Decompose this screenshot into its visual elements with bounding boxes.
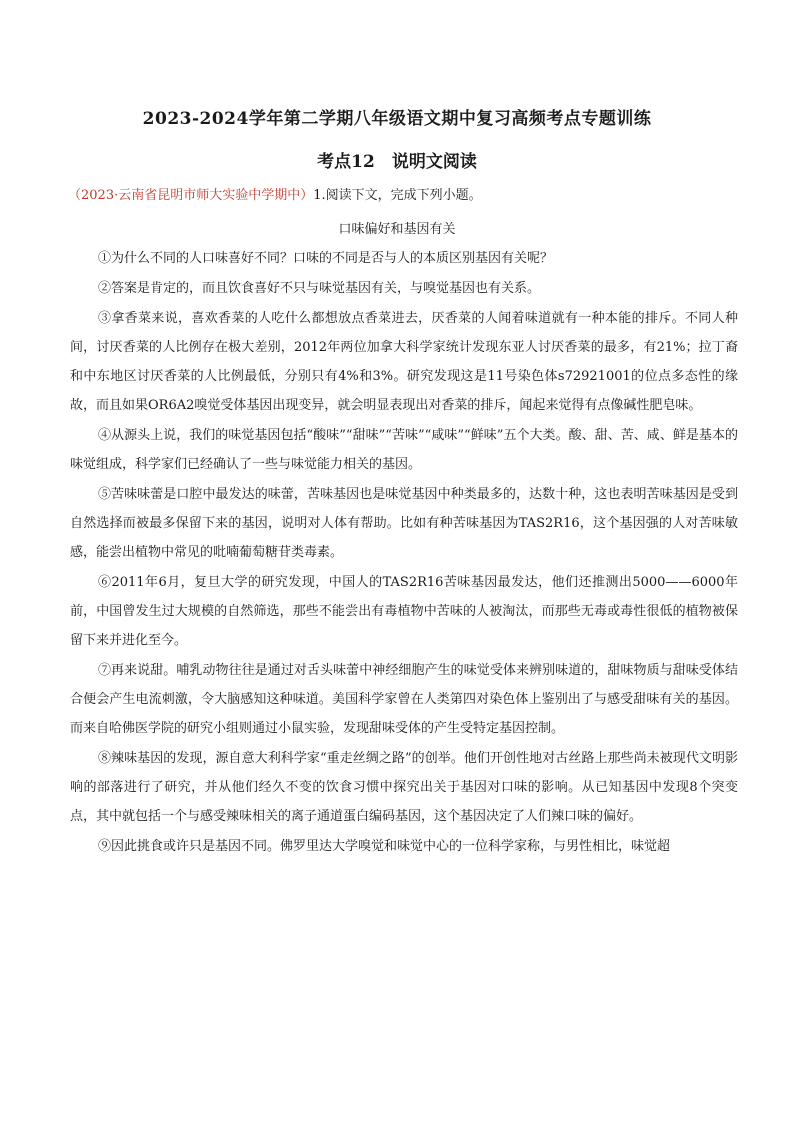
question-line <box>68 186 738 206</box>
paragraph-4: ④从源头上说，我们的味觉基因包括“酸味”“甜味”“苦味”“咸味”“鲜味”五个大类。酸、甜、苦、咸、鲜是基本的味觉组成，科学家们已经确认了一些与味觉能力相关的基因。 <box>70 428 738 472</box>
paragraph-1: ①为什么不同的人口味喜好不同？口味的不同是否与人的本质区别基因有关呢？ <box>98 251 554 266</box>
paragraph-2: ②答案是肯定的，而且饮食喜好不只与味觉基因有关，与嗅觉基因也有关系。 <box>98 281 541 296</box>
question-prompt: 1.阅读下文，完成下列小题。 <box>313 188 482 203</box>
paragraph-6: ⑥2011年6月，复旦大学的研究发现，中国人的TAS2R16苦味基因最发达，他们还推测出5000——6000年前，中国曾发生过大规模的自然筛选，那些不能尝出有毒植物中苦味的人被淘汰，而那些无毒或毒性很低的植物被保留下来并进化至今。 <box>70 575 738 648</box>
paragraph-8: ⑧辣味基因的发现，源自意大利科学家“重走丝绸之路”的创举。他们开创性地对古丝路上那些尚未被现代文明影响的部落进行了研究，并从他们经久不变的饮食习惯中探究出关于基因对口味的影响。从已知基因中发现8个突变点，其中就包括一个与感受辣味相关的离子通道蛋白编码基因，这个基因决定了人们辣口味的偏好。 <box>70 751 738 824</box>
passage-title: 口味偏好和基因有关 <box>338 222 456 237</box>
paragraph-9: ⑨因此挑食或许只是基因不同。佛罗里达大学嗅觉和味觉中心的一位科学家称，与男性相比，味觉超 <box>98 839 671 854</box>
question-source: （2023·云南省昆明市师大实验中学期中） <box>68 188 314 203</box>
page-title: 2023-2024学年第二学期八年级语文期中复习高频考点专题训练 <box>142 109 652 129</box>
passage-body <box>70 244 738 862</box>
paragraph-5: ⑤苦味味蕾是口腔中最发达的味蕾，苦味基因也是味觉基因中种类最多的，达数十种，这也表明苦味基因是受到自然选择而被最多保留下来的基因，说明对人体有帮助。比如有种苦味基因为TAS2R16，这个基因强的人对苦味敏感，能尝出植物中常见的吡喃葡萄糖苷类毒素。 <box>70 487 738 560</box>
page-subtitle: 考点12 说明文阅读 <box>317 152 477 172</box>
paragraph-3: ③拿香菜来说，喜欢香菜的人吃什么都想放点香菜进去，厌香菜的人闻着味道就有一种本能的排斥。不同人种间，讨厌香菜的人比例存在极大差别，2012年两位加拿大科学家统计发现东亚人讨厌香菜的最多，有21%；拉丁裔和中东地区讨厌香菜的人比例最低，分别只有4%和3%。研究发现这是11号染色体s72921001的位点多态性的缘故，而且如果OR6A2嗅觉受体基因出现变异，就会明显表现出对香菜的排斥，闻起来觉得有点像碱性肥皂味。 <box>70 311 738 413</box>
paragraph-7: ⑦再来说甜。哺乳动物往往是通过对舌头味蕾中神经细胞产生的味觉受体来辨别味道的，甜味物质与甜味受体结合便会产生电流刺激，令大脑感知这种味道。美国科学家曾在人类第四对染色体上鉴别出了与感受甜味有关的基因。而来自哈佛医学院的研究小组则通过小鼠实验，发现甜味受体的产生受特定基因控制。 <box>70 663 738 736</box>
